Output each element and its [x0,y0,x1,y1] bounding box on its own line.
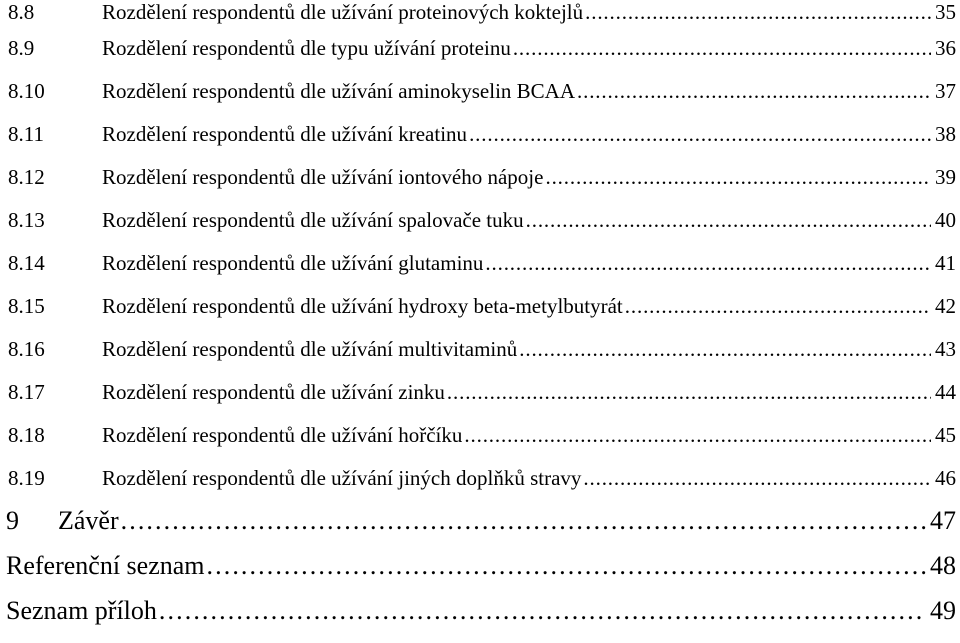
toc-entry-page: 49 [930,596,956,625]
toc-entry-title: Rozdělení respondentů dle užívání spalovače tuku [102,208,524,232]
toc-entry-number: 8.17 [8,380,45,404]
dot-leader [585,0,931,25]
toc-entry-title: Seznam příloh [6,596,157,625]
dot-leader [485,251,931,276]
toc-entry-8-13[interactable] [0,208,956,251]
toc-entry-title: Rozdělení respondentů dle užívání zinku [102,380,445,404]
toc-entry-page: 45 [935,423,956,447]
toc-entry-8-12[interactable] [0,165,956,208]
toc-entry-8-17[interactable] [0,380,956,423]
dot-leader [577,79,931,104]
toc-entry-page: 42 [935,294,956,318]
dot-leader [447,380,931,405]
toc-entry-title: Rozdělení respondentů dle užívání proteinových koktejlů [102,0,584,24]
toc-entry-8-10[interactable] [0,79,956,122]
toc-entry-number: 8.13 [8,208,45,232]
toc-entry-number: 8.16 [8,337,45,361]
toc-entry-title: Rozdělení respondentů dle užívání aminokyselin BCAA [102,79,575,103]
toc-entry-number: 8.10 [8,79,45,103]
toc-entry-number: 8.8 [8,0,35,24]
toc-entry-8-14[interactable] [0,251,956,294]
toc-entry-page: 47 [930,506,956,535]
dot-leader [513,36,931,61]
toc-entry-page: 38 [935,122,956,146]
toc-entry-8-11[interactable] [0,122,956,165]
toc-entry-title: Rozdělení respondentů dle užívání glutaminu [102,251,484,275]
toc-entry-8-9[interactable] [0,36,956,79]
toc-entry-title: Referenční seznam [6,551,205,580]
toc-entry-page: 35 [935,0,956,24]
toc-entry-number: 8.19 [8,466,45,490]
toc-entry-number: 8.18 [8,423,45,447]
dot-leader [207,551,926,581]
toc-entry-appendices[interactable] [0,596,956,643]
toc-entry-page: 36 [935,36,956,60]
dot-leader [545,165,931,190]
dot-leader [526,208,931,233]
toc-entry-title: Rozdělení respondentů dle užívání jiných doplňků stravy [102,466,582,490]
toc-entry-page: 41 [935,251,956,275]
toc-entry-title: Rozdělení respondentů dle užívání multivitaminů [102,337,518,361]
toc-entry-title: Rozdělení respondentů dle typu užívání proteinu [102,36,511,60]
toc-entry-page: 37 [935,79,956,103]
toc-entry-8-16[interactable] [0,337,956,380]
toc-entry-page: 39 [935,165,956,189]
toc-entry-title: Rozdělení respondentů dle užívání iontového nápoje [102,165,544,189]
dot-leader [464,423,931,448]
toc-entry-page: 46 [935,466,956,490]
dot-leader [625,294,931,319]
toc-entry-number: 8.9 [8,36,35,60]
toc-entry-number: 8.11 [8,122,44,146]
toc-entry-title: Závěr [58,506,119,535]
toc-entry-title: Rozdělení respondentů dle užívání hydroxy beta-metylbutyrát [102,294,623,318]
dot-leader [159,596,926,626]
dot-leader [519,337,931,362]
toc-entry-page: 43 [935,337,956,361]
toc-entry-title: Rozdělení respondentů dle užívání hořčíku [102,423,463,447]
toc-entry-number: 8.14 [8,251,45,275]
dot-leader [583,466,931,491]
toc-entry-9[interactable] [0,506,956,553]
dot-leader [121,506,926,536]
toc-entry-references[interactable] [0,551,956,598]
toc-entry-page: 44 [935,380,956,404]
toc-entry-title: Rozdělení respondentů dle užívání kreatinu [102,122,468,146]
dot-leader [469,122,931,147]
toc-entry-8-19[interactable] [0,466,956,509]
toc-entry-page: 40 [935,208,956,232]
toc-entry-number: 8.12 [8,165,45,189]
toc-entry-number: 8.15 [8,294,45,318]
toc-entry-page: 48 [930,551,956,580]
toc-entry-8-15[interactable] [0,294,956,337]
toc-entry-8-18[interactable] [0,423,956,466]
toc-entry-number: 9 [6,506,19,535]
